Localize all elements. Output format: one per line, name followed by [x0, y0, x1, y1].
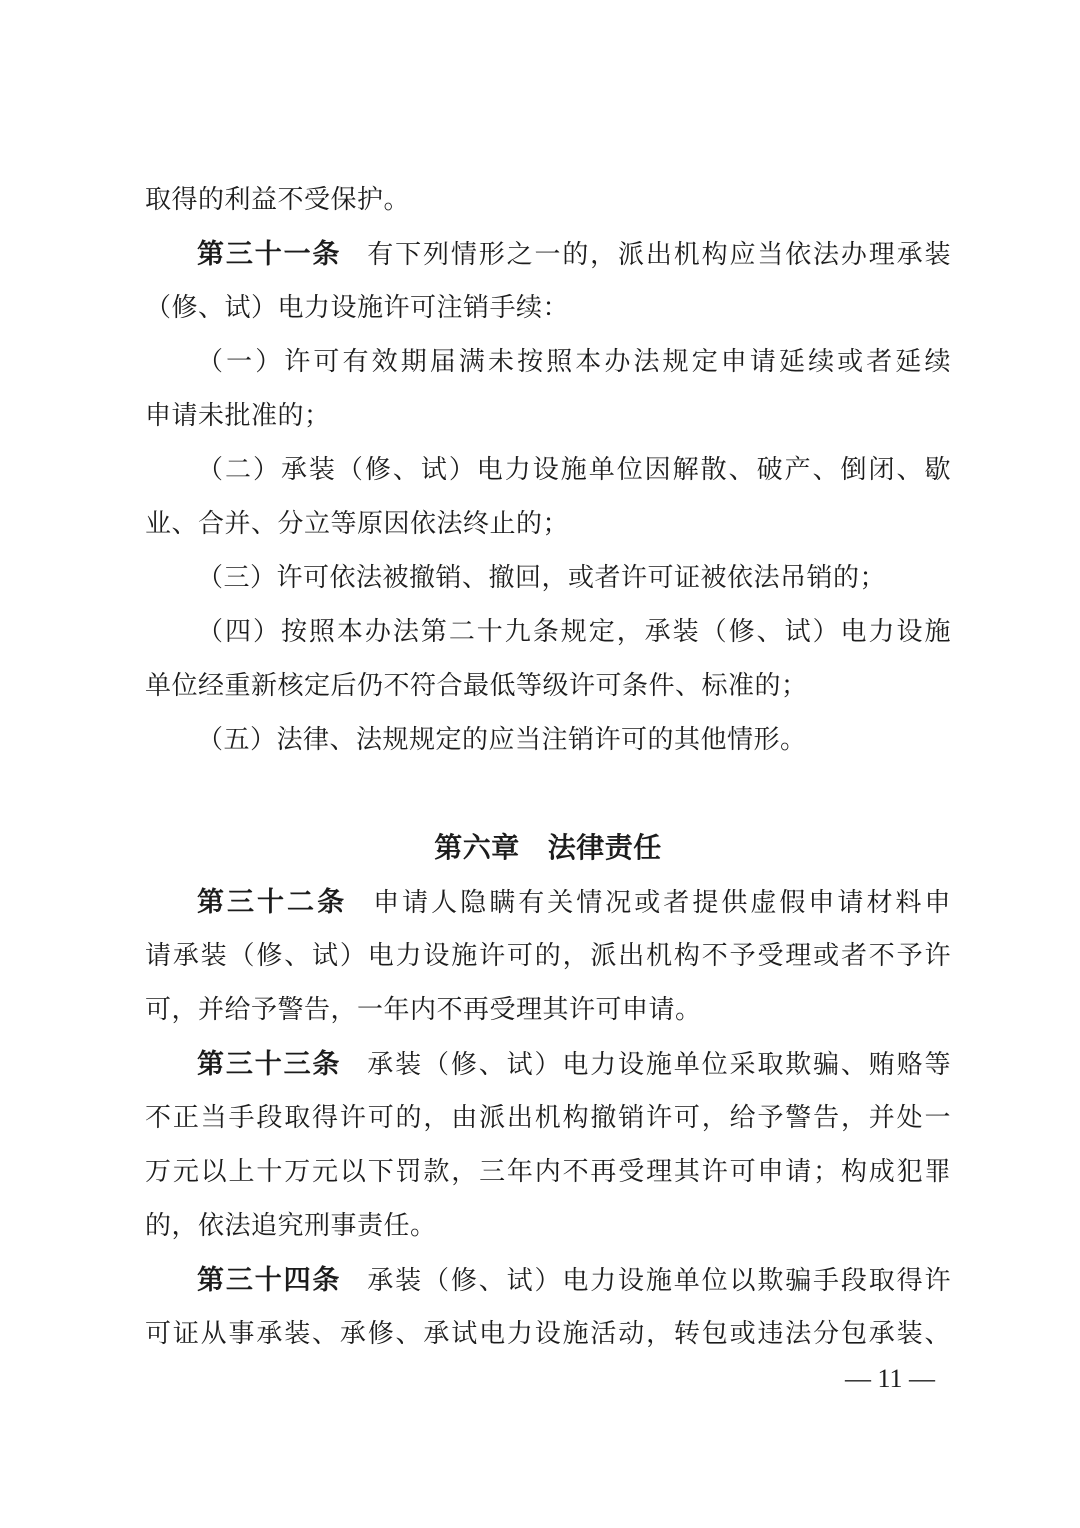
- line-text: 万元以上十万元以下罚款，三年内不再受理其许可申请；构成犯罪: [145, 1157, 951, 1186]
- line-text: （二）承装（修、试）电力设施单位因解散、破产、倒闭、歇: [197, 455, 951, 484]
- page-number: — 11 —: [844, 1364, 935, 1393]
- text-line: [145, 1037, 951, 1091]
- text-line: [145, 551, 951, 605]
- article-number: 第三十三条: [197, 1049, 342, 1079]
- line-text: 的，依法追究刑事责任。: [145, 1211, 437, 1240]
- line-text: 承装（修、试）电力设施单位以欺骗手段取得许: [367, 1266, 951, 1295]
- line-text: （一）许可有效期届满未按照本办法规定申请延续或者延续: [197, 347, 951, 376]
- text-line: [145, 929, 951, 983]
- line-text: 可，并给予警告，一年内不再受理其许可申请。: [145, 995, 702, 1024]
- text-line: [145, 713, 951, 767]
- text-line: [145, 1307, 951, 1361]
- text-line: [145, 497, 951, 551]
- article-number: 第三十一条: [197, 239, 342, 269]
- chapter-heading: [145, 821, 951, 875]
- line-text: （五）法律、法规规定的应当注销许可的其他情形。: [197, 725, 807, 754]
- chapter-number: 第六章: [434, 832, 520, 863]
- line-text: （四）按照本办法第二十九条规定，承装（修、试）电力设施: [197, 617, 951, 646]
- line-text: 可证从事承装、承修、承试电力设施活动，转包或违法分包承装、: [145, 1319, 951, 1348]
- text-line: [145, 389, 951, 443]
- line-text: 单位经重新核定后仍不符合最低等级许可条件、标准的；: [145, 671, 808, 700]
- line-text: 取得的利益不受保护。: [145, 185, 411, 214]
- article-number: 第三十四条: [197, 1265, 342, 1295]
- text-line: [145, 1253, 951, 1307]
- text-line: [145, 227, 951, 281]
- text-line: [145, 335, 951, 389]
- text-line: [145, 983, 951, 1037]
- chapter-title: 法律责任: [547, 832, 662, 863]
- text-line: [145, 1145, 951, 1199]
- line-text: 申请人隐瞒有关情况或者提供虚假申请材料申: [373, 888, 951, 917]
- text-line: [145, 875, 951, 929]
- line-text: （三）许可依法被撤销、撤回，或者许可证被依法吊销的；: [197, 563, 887, 592]
- line-text: 有下列情形之一的，派出机构应当依法办理承装: [367, 240, 951, 269]
- line-text: 承装（修、试）电力设施单位采取欺骗、贿赂等: [367, 1050, 951, 1079]
- line-text: 业、合并、分立等原因依法终止的；: [145, 509, 570, 538]
- line-text: （修、试）电力设施许可注销手续：: [145, 293, 570, 322]
- line-text: 请承装（修、试）电力设施许可的，派出机构不予受理或者不予许: [145, 941, 951, 970]
- line-text: 申请未批准的；: [145, 401, 331, 430]
- line-text: 不正当手段取得许可的，由派出机构撤销许可，给予警告，并处一: [145, 1103, 951, 1132]
- text-line: [145, 173, 951, 227]
- blank-line: [145, 767, 951, 821]
- text-line: [145, 605, 951, 659]
- text-line: [145, 1199, 951, 1253]
- document-body: [145, 173, 951, 1361]
- text-line: [145, 1091, 951, 1145]
- text-line: [145, 659, 951, 713]
- text-line: [145, 443, 951, 497]
- text-line: [145, 281, 951, 335]
- article-number: 第三十二条: [197, 887, 348, 917]
